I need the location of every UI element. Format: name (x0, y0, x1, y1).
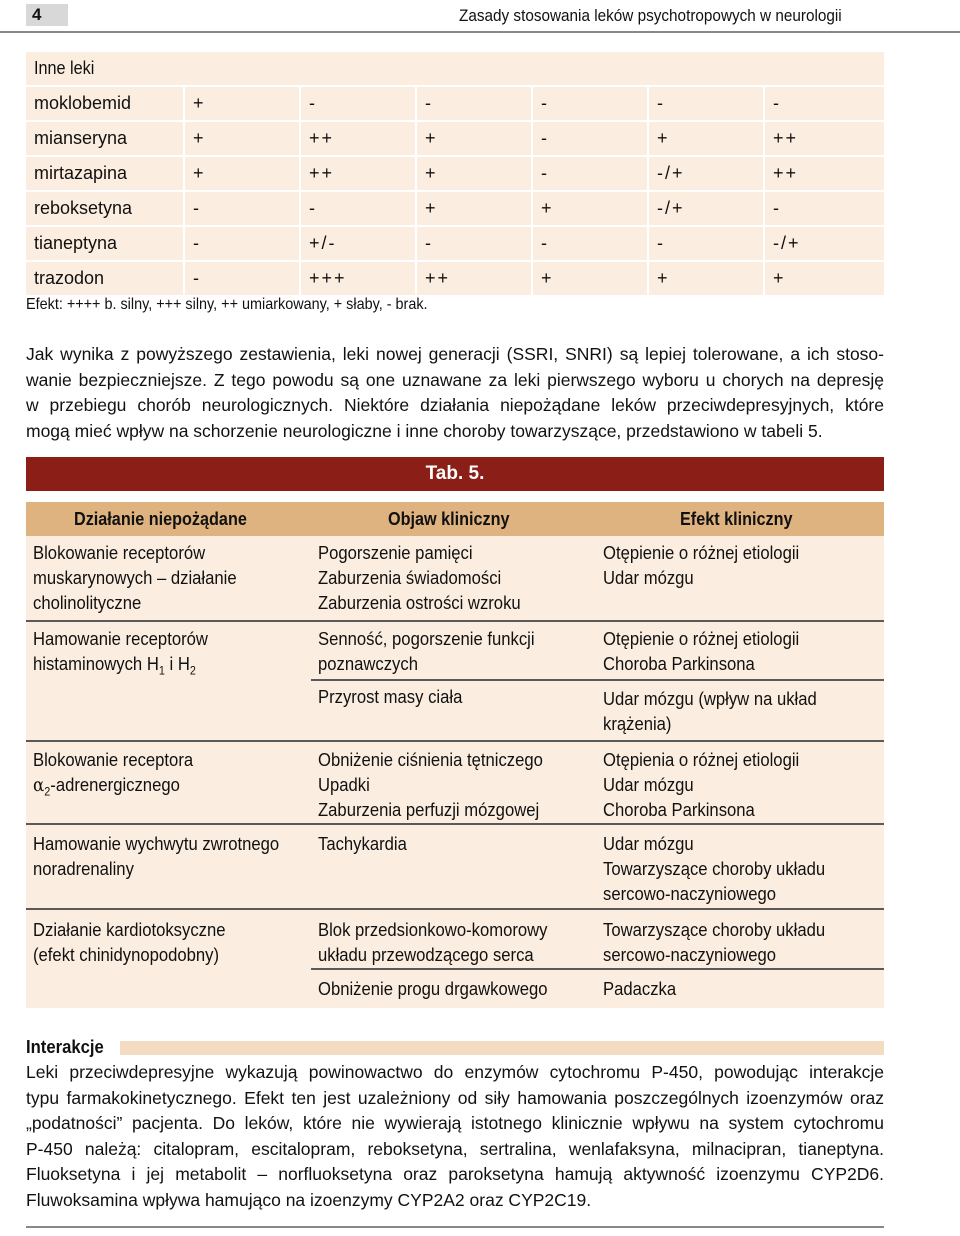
table-group-label: Inne leki (34, 58, 95, 78)
footer-rule (26, 1226, 884, 1228)
drug-name-cell: reboksetyna (34, 198, 133, 218)
outcome-cell: Padaczka (603, 978, 677, 999)
effect-value-cell: ++ (299, 157, 415, 190)
effect-value-cell: + (183, 157, 299, 190)
table-row (26, 155, 884, 190)
running-title: Zasady stosowania leków psychotropowych w neurologii (458, 6, 842, 25)
effect-value-cell: + (647, 122, 763, 155)
drug-name-cell: tianeptyna (34, 233, 118, 253)
effect-value-cell: - (183, 192, 299, 225)
outcome-cell: Otępienia o różnej etiologii Udar mózgu Choroba Parkinsona (603, 749, 800, 820)
effect-value-cell: + (415, 157, 531, 190)
adverse-effect-cell: Hamowanie receptorów histaminowych $H_1$ i $H_2$ (33, 628, 208, 678)
symptom-cell: Tachykardia (318, 833, 407, 854)
adverse-effect-cell: Hamowanie wychwytu zwrotnego noradrenaliny (33, 833, 280, 879)
table-row (26, 120, 884, 155)
effect-value-cell: ++ (763, 157, 884, 190)
effect-value-cell: - (531, 227, 647, 260)
table-row (26, 190, 884, 225)
effect-value-cell: - (299, 87, 415, 120)
effect-value-cell: - (647, 87, 763, 120)
row-separator (26, 908, 884, 910)
effect-value-cell: + (531, 262, 647, 295)
effect-value-cell: + (183, 122, 299, 155)
effect-value-cell: ++ (415, 262, 531, 295)
outcome-cell: Udar mózgu Towarzyszące choroby układu sercowo-naczyniowego (603, 833, 826, 904)
drug-name-cell: mirtazapina (34, 163, 128, 183)
effect-value-cell: -/+ (647, 157, 763, 190)
effect-value-cell: -/+ (647, 192, 763, 225)
symptom-cell: Blok przedsionkowo-komorowy układu przewodzącego serca (318, 919, 548, 965)
effect-value-cell: +/- (299, 227, 415, 260)
intro-paragraph (26, 342, 884, 444)
effect-value-cell: - (763, 87, 884, 120)
paragraph-line: w przebiegu chorób neurologicznych. Niektóre działania niepożądane leków przeciwdepresyjnych, które (26, 395, 884, 415)
table-title: Tab. 5. (26, 457, 884, 491)
section-heading-bar (120, 1041, 884, 1055)
effect-value-cell: - (763, 192, 884, 225)
outcome-cell: Otępienie o różnej etiologii Udar mózgu (603, 542, 800, 588)
outcome-cell: Otępienie o różnej etiologii Choroba Parkinsona (603, 628, 800, 674)
effect-value-cell: + (531, 192, 647, 225)
side-effects-table-other-drugs (26, 52, 884, 295)
paragraph-line: typu farmakokinetycznego. Efekt ten jest uzależniony od siły hamowania poszczególnych izoenzymów oraz (26, 1087, 884, 1108)
column-header-outcome: Efekt kliniczny (680, 509, 793, 529)
table-row (26, 85, 884, 120)
drug-name-cell: mianseryna (34, 128, 128, 148)
outcome-cell: Udar mózgu (wpływ na układ krążenia) (603, 688, 817, 734)
symptom-cell: Pogorszenie pamięci Zaburzenia świadomości Zaburzenia ostrości wzroku (318, 542, 521, 613)
effect-value-cell: + (415, 192, 531, 225)
paragraph-line: Jak wynika z powyższego zestawienia, leki nowej generacji (SSRI, SNRI) są lepiej tolerowane, a ich stoso- (26, 344, 884, 364)
effect-value-cell: +++ (299, 262, 415, 295)
drug-name-cell: trazodon (34, 268, 105, 288)
section-heading-interakcje: Interakcje (26, 1036, 104, 1057)
symptom-cell: Przyrost masy ciała (318, 686, 463, 707)
effect-value-cell: - (299, 192, 415, 225)
table-row (26, 260, 884, 295)
column-header-symptom: Objaw kliniczny (388, 509, 510, 529)
effect-value-cell: + (415, 122, 531, 155)
paragraph-line: P-450 należą: citalopram, escitalopram, reboksetyna, sertralina, wenlafaksyna, milnacipran, tianeptyna. (26, 1138, 884, 1159)
effect-value-cell: - (531, 157, 647, 190)
effect-value-cell: - (647, 227, 763, 260)
paragraph-line: wanie bezpieczniejsze. Z tego powodu są one uznawane za leki pierwszego wyboru u chorych na depresję (26, 369, 884, 390)
outcome-cell: Towarzyszące choroby układu sercowo-naczyniowego (603, 919, 826, 965)
adverse-effect-cell: Blokowanie receptorów muskarynowych – działanie cholinolityczne (33, 542, 237, 613)
paragraph-line: Fluoksetyna i jej metabolit – norfluoksetyna oraz paroksetyna hamują aktywność izoenzymu CYP2D6. (26, 1164, 884, 1184)
table-header-row (26, 502, 884, 536)
paragraph-line: mogą mieć wpływ na schorzenie neurologiczne i inne choroby towarzyszące, przedstawiono w tabeli 5. (26, 420, 823, 441)
effect-value-cell: ++ (763, 122, 884, 155)
symptom-cell: Senność, pogorszenie funkcji poznawczych (318, 628, 535, 674)
row-separator (311, 968, 884, 970)
effect-value-cell: + (183, 87, 299, 120)
interakcje-paragraph (26, 1060, 884, 1213)
table-legend: Efekt: ++++ b. silny, +++ silny, ++ umiarkowany, + słaby, - brak. (26, 296, 428, 313)
effect-value-cell: - (183, 227, 299, 260)
effect-value-cell: - (531, 87, 647, 120)
paragraph-line: Leki przeciwdepresyjne wykazują powinowactwo do enzymów cytochromu P-450, powodując interakcje (26, 1062, 884, 1082)
symptom-cell: Obniżenie ciśnienia tętniczego Upadki Zaburzenia perfuzji mózgowej (318, 749, 543, 820)
effect-value-cell: - (415, 227, 531, 260)
column-header-adverse-effect: Działanie niepożądane (74, 509, 247, 529)
adverse-effects-table-body (26, 536, 884, 1008)
row-separator (26, 823, 884, 825)
row-separator (26, 620, 884, 622)
header-rule (0, 31, 960, 33)
effect-value-cell: + (763, 262, 884, 295)
page-number: 4 (26, 4, 68, 26)
effect-value-cell: -/+ (763, 227, 884, 260)
row-separator (26, 740, 884, 742)
effect-value-cell: - (183, 262, 299, 295)
drug-name-cell: moklobemid (34, 93, 132, 113)
effect-value-cell: + (647, 262, 763, 295)
effect-value-cell: - (531, 122, 647, 155)
adverse-effect-cell: Działanie kardiotoksyczne (efekt chinidynopodobny) (33, 919, 226, 965)
effect-value-cell: ++ (299, 122, 415, 155)
symptom-cell: Obniżenie progu drgawkowego (318, 978, 548, 999)
paragraph-line: Fluwoksamina wpływa hamująco na izoenzymy CYP2A2 oraz CYP2C19. (26, 1189, 592, 1210)
paragraph-line: „podatności” pacjenta. Do leków, które nie wywierają istotnego klinicznie wpływu na system cytochromu (26, 1113, 884, 1133)
row-separator (311, 679, 884, 681)
effect-value-cell: - (415, 87, 531, 120)
table-row (26, 225, 884, 260)
adverse-effect-cell: Blokowanie receptora $\alpha_2$-adrenergicznego (33, 749, 194, 799)
